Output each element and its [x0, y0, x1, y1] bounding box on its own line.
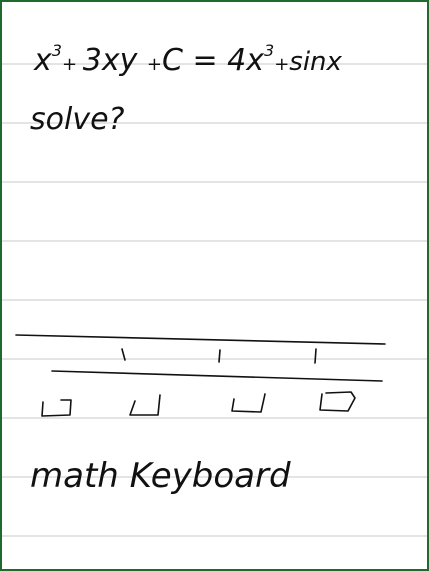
tick-mark: [219, 350, 220, 362]
eq-x: x: [34, 43, 52, 78]
key-slot-box: [320, 392, 355, 411]
eq-sinx: sinx: [289, 47, 342, 77]
top-bar-line: [16, 335, 385, 344]
eq-3xy: 3xy: [82, 43, 147, 78]
keyboard-sketch: [16, 335, 385, 416]
tick-mark: [122, 349, 125, 360]
eq-plus-1: +: [61, 54, 83, 75]
key-slot-box: [232, 394, 265, 412]
math-keyboard-line: math Keyboard: [30, 456, 291, 496]
eq-plus-2: +: [146, 54, 162, 75]
eq-exp-1: 3: [51, 41, 62, 60]
eq-plus-3: +: [274, 54, 290, 75]
key-slot-box: [130, 395, 160, 415]
tick-mark: [315, 349, 316, 363]
eq-c: C = 4x: [162, 43, 264, 78]
page-drawing: [2, 2, 427, 569]
key-slot-box: [42, 400, 71, 416]
eq-exp-2: 3: [264, 41, 275, 60]
bottom-bar-line: [52, 371, 382, 381]
solve-line: solve?: [30, 102, 125, 137]
equation-line: [33, 41, 343, 78]
